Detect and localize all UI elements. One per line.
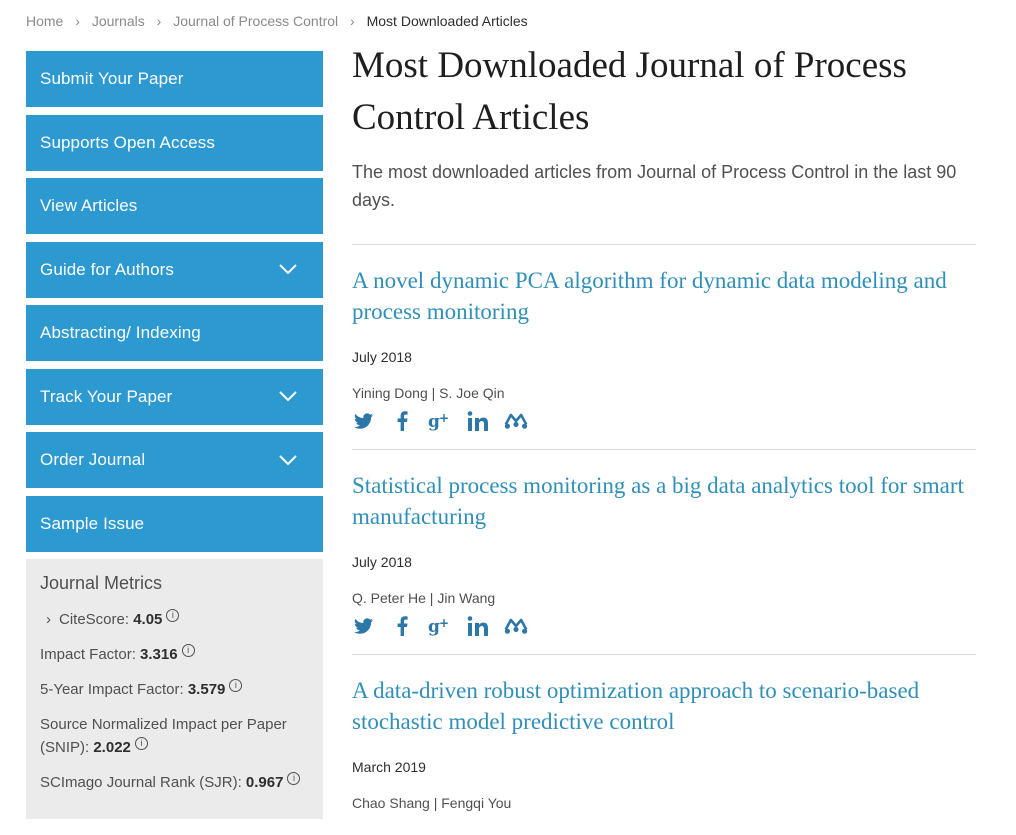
page-subtitle: The most downloaded articles from Journal of Process Control in the last 90 days. [352, 162, 957, 210]
button-label: Supports Open Access [40, 132, 215, 152]
chevron-down-icon [277, 259, 299, 281]
button-label: Guide for Authors [40, 259, 174, 279]
article-title-link[interactable]: A data-driven robust optimization approach to scenario-based stochastic model predictive control [352, 678, 920, 734]
article-date: July 2018 [352, 554, 412, 570]
chevron-right-icon: › [156, 13, 162, 29]
article-title-link[interactable]: A novel dynamic PCA algorithm for dynamic data modeling and process monitoring [352, 268, 947, 324]
share-bar [352, 614, 976, 638]
chevron-down-icon [277, 449, 299, 471]
metric-5yr-impact-factor [40, 678, 309, 701]
article-authors: Chao Shang | Fengqi You [352, 795, 512, 811]
breadcrumb [26, 13, 528, 29]
info-icon[interactable]: i [229, 679, 242, 692]
article-authors: Yining Dong | S. Joe Qin [352, 385, 505, 401]
metric-sjr [40, 771, 309, 794]
mendeley-icon[interactable] [504, 409, 528, 433]
metrics-title: Journal Metrics [40, 573, 163, 593]
chevron-down-icon [277, 386, 299, 408]
info-icon[interactable]: i [182, 644, 195, 657]
metric-value: 0.967 [245, 774, 284, 791]
linkedin-icon[interactable] [466, 614, 490, 638]
metric-label: 5-Year Impact Factor: [40, 681, 184, 698]
page-title: Most Downloaded Journal of Process Control Articles [352, 45, 907, 138]
article-item [352, 449, 976, 654]
share-bar [352, 409, 976, 433]
track-paper-button[interactable] [26, 369, 323, 425]
sidebar [26, 51, 323, 819]
info-icon[interactable]: i [287, 772, 300, 785]
journal-metrics-panel [26, 559, 323, 819]
order-journal-button[interactable] [26, 432, 323, 488]
metric-label: Source Normalized Impact per Paper (SNIP): [40, 716, 287, 756]
google-plus-icon[interactable] [428, 409, 452, 433]
abstracting-indexing-button[interactable] [26, 305, 323, 361]
article-title-link[interactable]: Statistical process monitoring as a big data analytics tool for smart manufacturing [352, 473, 964, 529]
linkedin-icon[interactable] [466, 409, 490, 433]
sample-issue-button[interactable] [26, 496, 323, 552]
view-articles-button[interactable] [26, 178, 323, 234]
button-label: Abstracting/ Indexing [40, 323, 201, 342]
metric-citescore[interactable] [46, 608, 309, 631]
main-content [352, 40, 976, 835]
twitter-icon[interactable] [352, 614, 376, 638]
breadcrumb-current: Most Downloaded Articles [366, 13, 528, 29]
facebook-icon[interactable] [390, 614, 414, 638]
article-date: July 2018 [352, 349, 412, 365]
metric-label: CiteScore: [59, 611, 130, 628]
metric-value: 3.316 [140, 646, 178, 663]
mendeley-icon[interactable] [504, 614, 528, 638]
info-icon[interactable]: i [135, 737, 148, 750]
twitter-icon[interactable] [352, 409, 376, 433]
article-authors: Q. Peter He | Jin Wang [352, 590, 496, 606]
facebook-icon[interactable] [390, 409, 414, 433]
svg-text:g: g [428, 412, 440, 431]
button-label: View Articles [40, 196, 138, 215]
button-label: Track Your Paper [40, 386, 173, 406]
open-access-button[interactable] [26, 115, 323, 171]
guide-for-authors-button[interactable] [26, 242, 323, 298]
breadcrumb-home[interactable]: Home [26, 13, 64, 29]
button-label: Submit Your Paper [40, 69, 184, 88]
article-date: March 2019 [352, 759, 426, 775]
chevron-right-icon: › [350, 13, 355, 29]
metric-value: 4.05 [133, 611, 163, 628]
svg-text:+: + [439, 616, 450, 630]
info-icon[interactable]: i [166, 609, 179, 622]
breadcrumb-journals[interactable]: Journals [91, 13, 145, 29]
metric-snip [40, 713, 309, 759]
chevron-right-icon: › [46, 611, 51, 628]
chevron-right-icon: › [75, 13, 80, 29]
breadcrumb-journal[interactable]: Journal of Process Control [173, 13, 339, 29]
article-item [352, 244, 976, 449]
svg-text:g: g [428, 617, 440, 636]
article-item [352, 654, 976, 835]
metric-label: SCImago Journal Rank (SJR): [40, 774, 242, 791]
metric-label: Impact Factor: [40, 646, 136, 663]
submit-paper-button[interactable] [26, 51, 323, 107]
svg-text:+: + [439, 411, 450, 425]
button-label: Sample Issue [40, 513, 145, 533]
metric-value: 2.022 [93, 739, 131, 756]
google-plus-icon[interactable] [428, 614, 452, 638]
metric-value: 3.579 [187, 681, 226, 698]
metric-impact-factor [40, 643, 309, 666]
button-label: Order Journal [40, 450, 146, 469]
